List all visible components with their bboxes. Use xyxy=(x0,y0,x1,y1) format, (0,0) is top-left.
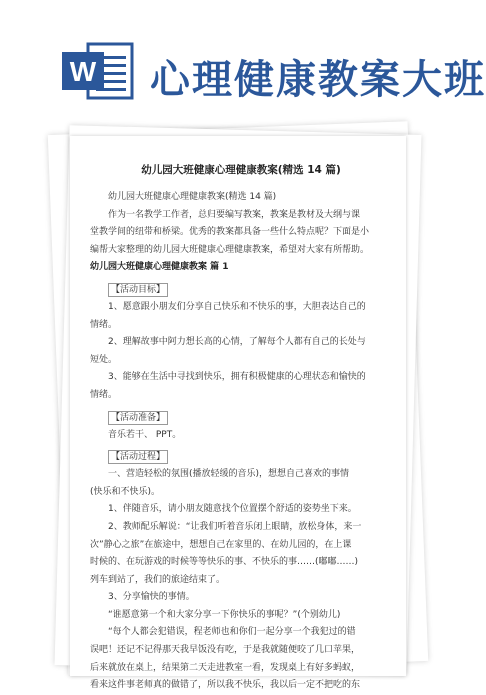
intro-line: 作为一名教学工作者，总归要编写教案，教案是教材及大纲与课 xyxy=(108,209,361,220)
goal-line: 短处。 xyxy=(90,354,118,365)
process-line: “每个人都会犯错误，程老师也和你们一起分享一个我犯过的错 xyxy=(108,627,356,638)
process-line: 次”静心之旅”在旅途中，想想自己在家里的、在幼儿园的，在上课 xyxy=(90,539,352,550)
process-line: 误吧！还记不记得那天我早饭没有吃，于是我就随便咬了几口苹果， xyxy=(90,645,361,656)
banner-title: 心理健康教案大班 xyxy=(150,57,486,103)
goal-line: 情绪。 xyxy=(90,319,118,330)
prep-heading: 【活动准备】 xyxy=(108,411,168,425)
process-line: 3、分享愉快的事情。 xyxy=(108,592,195,603)
process-heading: 【活动过程】 xyxy=(108,450,168,464)
process-line: “谁愿意第一个和大家分享一下你快乐的事呢？”(个别幼儿) xyxy=(108,609,341,620)
intro-paragraph xyxy=(90,207,392,260)
document-title: 幼儿园大班健康心理健康教案(精选 14 篇) xyxy=(141,164,341,176)
process-item xyxy=(90,466,392,501)
prep-text: 音乐若干、 PPT。 xyxy=(108,429,182,440)
goal-line: 1、愿意跟小朋友们分享自己快乐和不快乐的事，大胆表达自己的 xyxy=(108,301,366,312)
goal-item xyxy=(90,369,392,404)
process-line: 看来这件事老师真的做错了，所以我不快乐，我以后一定不把吃的东 xyxy=(90,680,361,691)
process-line: 列车到站了，我们的旅途结束了。 xyxy=(90,574,226,585)
process-item xyxy=(90,607,392,625)
document-subtitle: 幼儿园大班健康心理健康教案(精选 14 篇) xyxy=(108,192,277,202)
process-line: 2、教师配乐解说：“让我们听着音乐闭上眼睛，放松身体，来一 xyxy=(108,521,362,532)
goal-line: 情绪。 xyxy=(90,389,118,400)
process-line: 一、营造轻松的氛围(播放轻缓的音乐)，想想自己喜欢的事情 xyxy=(108,469,350,480)
process-line: 时候的、在玩游戏的时候等等快乐的事、不快乐的事……(嘟嘟……) xyxy=(90,557,359,568)
goal-item xyxy=(90,299,392,334)
goal-line: 2、理解故事中阿力想长高的心情，了解每个人都有自己的长处与 xyxy=(108,337,366,348)
section-title: 幼儿园大班健康心理健康教案 篇 1 xyxy=(90,262,229,273)
process-line: (快乐和不快乐)。 xyxy=(90,486,161,497)
goal-item xyxy=(90,334,392,369)
goal-heading: 【活动目标】 xyxy=(108,283,168,297)
document-page xyxy=(70,136,406,691)
process-item xyxy=(90,589,392,607)
process-item xyxy=(90,501,392,519)
word-icon xyxy=(62,40,134,102)
process-line: 1、伴随音乐，请小朋友随意找个位置摆个舒适的姿势坐下来。 xyxy=(108,504,357,515)
svg-text:W: W xyxy=(69,56,97,87)
process-item xyxy=(90,519,392,589)
intro-line: 编帮大家整理的幼儿园大班健康心理健康教案，希望对大家有所帮助。 xyxy=(90,244,370,255)
goal-line: 3、能够在生活中寻找到快乐，拥有积极健康的心理状态和愉快的 xyxy=(108,372,366,383)
process-item xyxy=(90,624,392,694)
intro-line: 堂教学间的纽带和桥梁。优秀的教案都具备一些什么特点呢？下面是小 xyxy=(90,227,370,238)
process-line: 后来就放在桌上，结果第二天走进教室一看，发现桌上有好多蚂蚁， xyxy=(90,662,361,673)
